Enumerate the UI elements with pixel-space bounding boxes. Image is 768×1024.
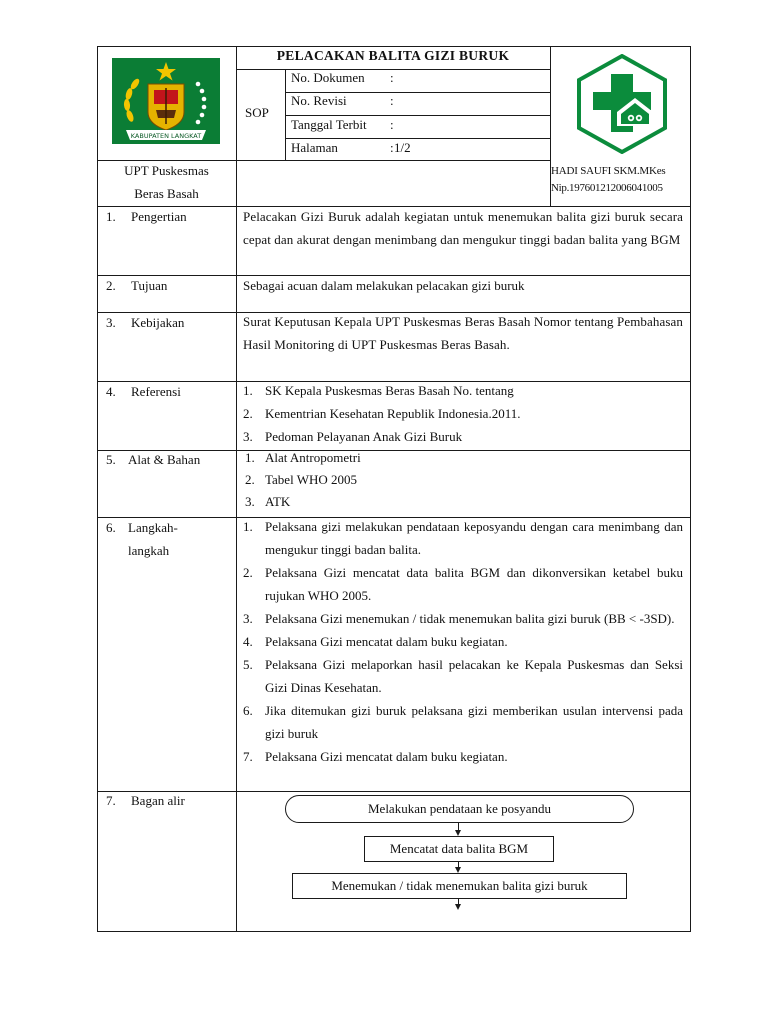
section-number: 3.	[106, 315, 116, 330]
section-label-langkah: Langkah-	[128, 520, 178, 535]
section-number: 5.	[106, 452, 116, 467]
doc-field-sep: :	[390, 140, 394, 155]
section-number: 7.	[106, 793, 116, 808]
list-item: 3. Pedoman Pelayanan Anak Gizi Buruk	[243, 429, 463, 444]
pengertian-text: Pelacakan Gizi Buruk adalah kegiatan untuk menemukan balita gizi buruk secara cepat dan akurat dengan menimbang dan mengukur tinggi badan balita yang BGM	[243, 209, 683, 247]
list-item: 2. Kementrian Kesehatan Republik Indonesia.2011.	[243, 406, 521, 421]
arrow-down-icon	[455, 904, 461, 910]
section-number: 4.	[106, 384, 116, 399]
kebijakan-text: Surat Keputusan Kepala UPT Puskesmas Beras Basah Nomor tentang Pembahasan Hasil Monitoring di UPT Puskesmas Beras Basah.	[243, 314, 683, 352]
doc-field-label: No. Revisi	[291, 93, 347, 108]
list-item: 2. Tabel WHO 2005	[245, 472, 357, 487]
langkat-regency-emblem-icon	[112, 58, 220, 144]
alat-bahan-list	[245, 447, 685, 513]
flowchart-process-node: Mencatat data balita BGM	[364, 836, 554, 862]
doc-field-label: Tanggal Terbit	[291, 117, 367, 132]
section-number: 1.	[106, 209, 116, 224]
doc-field-sep: :	[390, 70, 394, 85]
list-item: 2. Pelaksana Gizi mencatat data balita BGM dan dikonversikan ketabel buku rujukan WHO 2005.	[243, 565, 683, 603]
flowchart-process-node: Menemukan / tidak menemukan balita gizi buruk	[292, 873, 627, 899]
flowchart-start-node: Melakukan pendataan ke posyandu	[285, 795, 634, 823]
sop-label: SOP	[245, 105, 269, 120]
tujuan-text: Sebagai acuan dalam melakukan pelacakan gizi buruk	[243, 278, 525, 293]
langkah-list	[243, 515, 683, 768]
section-label-alat-bahan: Alat & Bahan	[128, 452, 201, 467]
puskesmas-logo-icon	[573, 54, 671, 154]
list-item: 6. Jika ditemukan gizi buruk pelaksana gizi memberikan usulan intervensi pada gizi buruk	[243, 703, 683, 741]
org-name-line1: UPT Puskesmas	[124, 163, 209, 178]
list-item: 5. Pelaksana Gizi melaporkan hasil pelacakan ke Kepala Puskesmas dan Seksi Gizi Dinas Kesehatan.	[243, 657, 683, 695]
list-item: 7. Pelaksana Gizi mencatat dalam buku kegiatan.	[243, 749, 508, 764]
doc-field-sep: :	[390, 117, 394, 132]
org-name-line2: Beras Basah	[134, 186, 199, 201]
doc-field-label: No. Dokumen	[291, 70, 365, 85]
document-title: PELACAKAN BALITA GIZI BURUK	[276, 48, 510, 63]
signer-name: HADI SAUFI SKM.MKes	[551, 165, 666, 177]
list-item: 3. ATK	[245, 494, 291, 509]
list-item: 1. SK Kepala Puskesmas Beras Basah No. tentang	[243, 383, 514, 398]
referensi-list	[243, 379, 685, 448]
list-item: 3. Pelaksana Gizi menemukan / tidak menemukan balita gizi buruk (BB < -3SD).	[243, 611, 675, 626]
doc-field-sep: :	[390, 93, 394, 108]
section-label-bagan-alir: Bagan alir	[131, 793, 185, 808]
section-label-langkah-cont: langkah	[128, 543, 170, 558]
doc-field-value: 1/2	[394, 140, 411, 155]
section-number: 2.	[106, 278, 116, 293]
list-item: 4. Pelaksana Gizi mencatat dalam buku kegiatan.	[243, 634, 508, 649]
section-label-kebijakan: Kebijakan	[131, 315, 185, 330]
doc-field-label: Halaman	[291, 140, 338, 155]
section-label-tujuan: Tujuan	[131, 278, 168, 293]
signer-nip: Nip.197601212006041005	[551, 182, 663, 194]
emblem-banner-text: KABUPATEN LANGKAT	[130, 132, 202, 140]
list-item: 1. Alat Antropometri	[245, 450, 361, 465]
section-label-pengertian: Pengertian	[131, 209, 187, 224]
section-number: 6.	[106, 520, 116, 535]
list-item: 1. Pelaksana gizi melakukan pendataan keposyandu dengan cara menimbang dan mengukur tinggi badan balita.	[243, 519, 683, 557]
section-label-referensi: Referensi	[131, 384, 181, 399]
